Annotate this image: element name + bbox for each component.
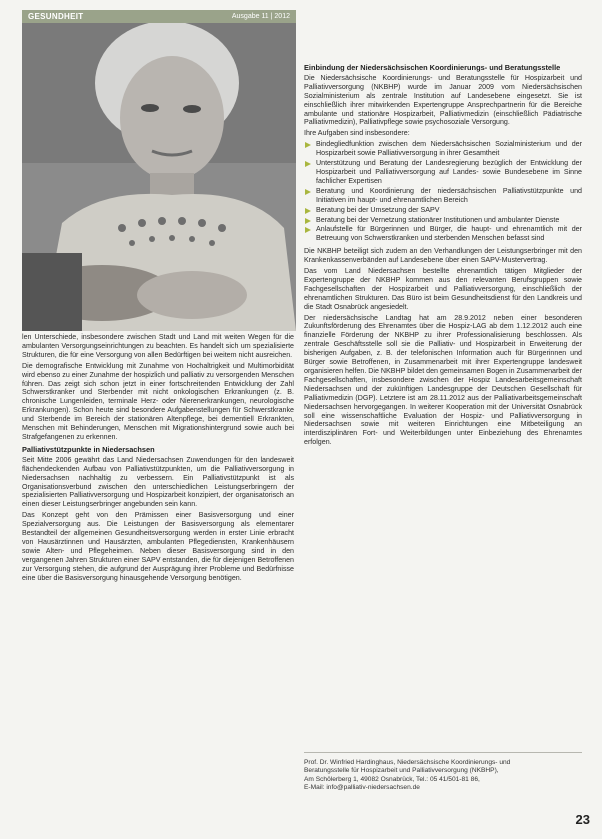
paragraph: Die NKBHP beteiligt sich zudem an den Verhandlungen der Leistungserbringer mit den Krankenkassenverbänden auf Landesebene über einen SAPV-Mustervertrag.	[304, 247, 582, 265]
section-heading: Einbindung der Niedersächsischen Koordinierungs- und Beratungsstelle	[304, 63, 561, 72]
list-item	[304, 225, 582, 243]
paragraph: Das Konzept geht von den Prämissen einer Basisversorgung und einer Spezialversorgung aus. Die Leistungen der Basisversorgung als elementarer Bestandteil der allgemeinen Gesundheitsversorgung werden in erster Linie erbracht von Hausärztinnen und Hausärzten, ambulanten Pflegediensten, Krankenhäusern sowie Alten- und Pflegeheimen. Neben dieser Basisversorgung sind in den vergangenen Jahren Strukturen einer SAPV entstanden, die für diejenigen Betroffenen zur Versorgung stehen, die aufgrund der Ausprägung ihrer Probleme und Bedürfnisse eine über die Basisversorgung hinausgehende Versorgung benötigen.	[22, 511, 294, 582]
contact-line: E-Mail: info@palliativ-niedersachsen.de	[304, 784, 420, 792]
task-list	[304, 140, 582, 243]
author-contact-block	[304, 752, 582, 793]
list-intro: Ihre Aufgaben sind insbesondere:	[304, 129, 410, 138]
list-item-text: Unterstützung und Beratung der Landesregierung bezüglich der Entwicklung der Hospizarbeit und Palliativversorgung auf Landes- sowie Bundesebene im Sinne fachlicher Expertisen	[316, 159, 582, 185]
photo-illustration	[22, 23, 296, 331]
section-label: GESUNDHEIT	[28, 12, 84, 21]
list-item-text: Beratung bei der Vernetzung stationärer Institutionen und ambulanter Dienste	[316, 215, 560, 224]
paragraph: len Unterschiede, insbesondere zwischen Stadt und Land mit weiten Wegen für die ambulanten Versorgungseinrichtungen zu beachten. Es handelt sich um spezialisierte Strukturen, die für eine Versorgung von allen Bedürftigen bei weitem nicht ausreichen.	[22, 333, 294, 359]
list-item-text: Beratung und Koordinierung der niedersächsischen Palliativstützpunkte und Initiativen im haupt- und ehrenamtlichen Bereich	[316, 186, 582, 204]
triangle-bullet-icon	[305, 161, 311, 167]
list-item-text: Beratung bei der Umsetzung der SAPV	[316, 205, 440, 214]
triangle-bullet-icon	[305, 189, 311, 195]
paragraph: Die Niedersächsische Koordinierungs- und Beratungsstelle für Hospizarbeit und Palliativversorgung (NKBHP) wurde im Januar 2009 vom Niedersächsischen Sozialministerium als zentrale Institution auf Landesebene eingesetzt. Sie ist einschließlich ihrer mitwirkenden Expertengruppe Ansprechpartnerin für die Bereiche ambulante und stationäre Hospizarbeit, Palliativmedizin (einschließlich Pädiatrische Palliativmedizin), Palliativpflege sowie psychosoziale Versorgung.	[304, 73, 582, 127]
contact-line: Prof. Dr. Winfried Hardinghaus, Niedersächsische Koordinierungs- und	[304, 759, 511, 766]
right-text-column	[304, 64, 582, 449]
left-text-column	[22, 333, 294, 584]
list-item	[304, 140, 582, 158]
page-number: 23	[575, 812, 590, 827]
paragraph: Die demografische Entwicklung mit Zunahme von Hochaltrigkeit und Multimorbidität wird ebenso zu einer Zunahme der hospizlich und palliativ zu versorgenden Menschen führen. Das zeigt sich schon jetzt in einer fortschreitenden Entwicklung der Zahl Schwerstkranker und Sterbender mit nicht onkologischen Erkrankungen (z. B. chronische Lungenleiden, terminale Herz- oder Nierenerkrankungen, neurologische Erkrankungen). Schon heute sind besondere Aufgabenstellungen für Schwerstkranke und Sterbende im Bereich der stationären Altenpflege, bei dementiell Erkrankten, Menschen mit Behinderungen, Menschen mit Migrationshintergrund sowie auch bei Strafgefangenen zu erkennen.	[22, 361, 294, 441]
section-heading: Palliativstützpunkte in Niedersachsen	[22, 444, 155, 454]
contact-line: Beratungsstelle für Hospizarbeit und Palliativversorgung (NKBHP),	[304, 767, 499, 775]
triangle-bullet-icon	[305, 227, 311, 233]
triangle-bullet-icon	[305, 218, 311, 224]
list-item-text: Bindegliedfunktion zwischen dem Niedersächsischen Sozialministerium und der Hospizarbeit sowie Palliativversorgung in ihrer Gesamtheit	[316, 140, 582, 158]
issue-label: Ausgabe 11 | 2012	[231, 13, 290, 20]
elderly-woman-photo	[22, 23, 296, 331]
list-item	[304, 206, 582, 215]
triangle-bullet-icon	[305, 208, 311, 214]
section-header-band	[22, 10, 296, 23]
list-item-text: Anlaufstelle für Bürgerinnen und Bürger, die haupt- und ehrenamtlich mit der Betreuung von Schwerstkranken und sterbenden Menschen befasst sind	[316, 225, 582, 243]
list-item	[304, 159, 582, 186]
contact-line: Am Schölerberg 1, 49082 Osnabrück, Tel.: 05 41/501-81 86,	[304, 775, 480, 783]
list-item	[304, 216, 582, 225]
paragraph: Der niedersächsische Landtag hat am 28.9.2012 neben einer besonderen Zukunftsförderung des Ehrenamtes über die Hospiz-LAG ab dem 1.12.2012 auch eine finanzielle Förderung der NKBHP zu ihrer Professionalisierung beschlossen. Als zentrale Geschäftsstelle soll sie die Palliativ- und Hospizarbeit in Erweiterung der bisherigen Aufgaben, z. B. der telefonischen Information auch für Bürgerinnen und Bürger sowie Betroffenen, in Zusammenarbeit mit ihrer Expertengruppe landesweit organisieren helfen. Die NKBHP bildet den gemeinsamen Bogen in Zusammenarbeit der Fachgesellschaften, insbesondere zwischen der Hospiz Landesarbeitsgemeinschaft Niedersachsen und der zukünftigen Landesgruppe der Deutschen Gesellschaft für Palliativmedizin (DGP). Letztere ist am 28.11.2012 aus der Palliativarbeitsgemeinschaft Niedersachsen hervorgegangen. In weiterer Kooperation mit der Universität Osnabrück soll eine wissenschaftliche Evaluation der Hospiz- und Palliativversorgung in Niedersachsen sowie mit weiteren Einrichtungen eine Mitbeteiligung an interdisziplinären Fort- und Weiterbildungen unter Einbeziehung des Ehrenamtes erfolgen.	[304, 313, 582, 447]
triangle-bullet-icon	[305, 142, 311, 148]
paragraph: Das vom Land Niedersachsen bestellte ehrenamtlich tätigen Mitglieder der Expertengruppe der NKBHP kommen aus den relevanten Berufsgruppen sowie Fachgesellschaften der Hospizarbeit und Palliativversorgung, einschließlich der ehrenamtlichen Strukturen. Das Büro ist beim Gesundheitsdienst für den Landkreis und die Stadt Osnabrück angesiedelt.	[304, 267, 582, 311]
list-item	[304, 187, 582, 205]
paragraph: Seit Mitte 2006 gewährt das Land Niedersachsen Zuwendungen für den landesweit flächendeckenden Aufbau von Palliativstützpunkten, um die Palliativversorgung in Niedersachsen nachhaltig zu verbessern. Ein Palliativstützpunkt ist als Organisationsverbund zwischen den unterschiedlichen Leistungserbringern der spezialisierten Palliativversorgung und Hospizarbeit konzipiert, der organisatorisch an einen dieser Leistungserbringer angebunden sein kann.	[22, 455, 294, 509]
